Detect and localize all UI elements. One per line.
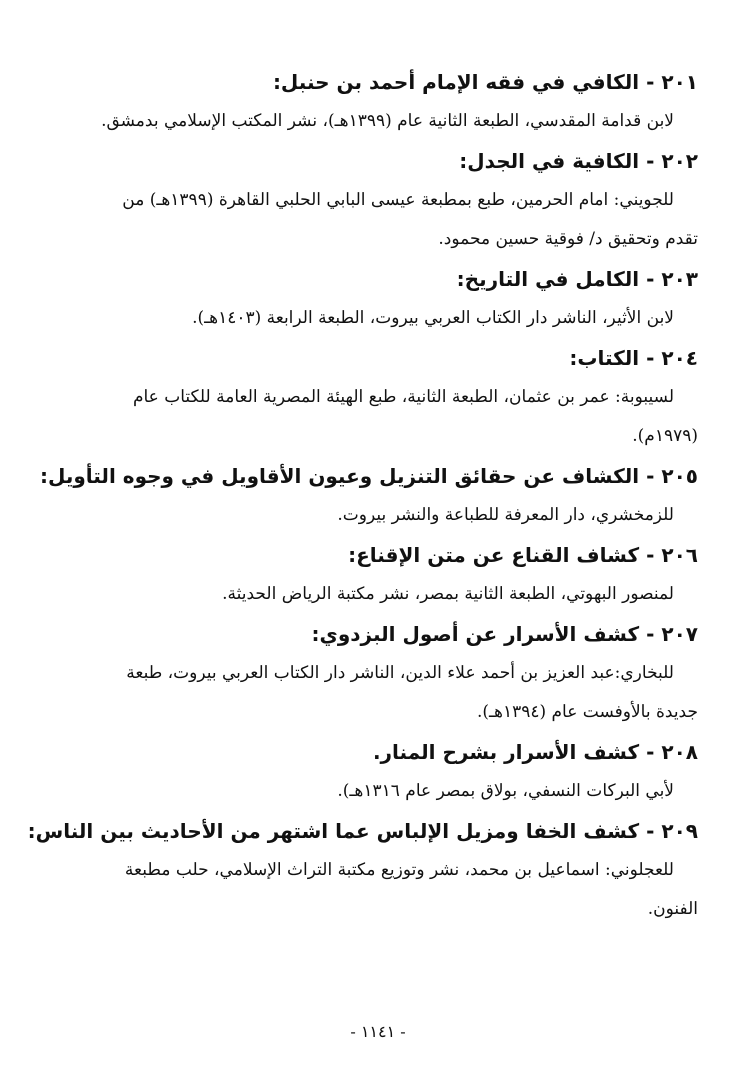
entry-title	[92, 614, 698, 654]
bibliography-entry-206	[92, 535, 698, 614]
entry-title-text: كشف الأسرار بشرح المنار.	[372, 740, 640, 764]
entry-number: ٢٠٤ -	[646, 346, 698, 370]
entry-number: ٢٠٥ -	[646, 464, 698, 488]
entry-title-text: الكافي في فقه الإمام أحمد بن حنبل:	[272, 70, 640, 94]
entry-title	[92, 338, 698, 378]
entry-number: ٢٠٨ -	[646, 740, 698, 764]
entry-title-text: الكشاف عن حقائق التنزيل وعيون الأقاويل في وجوه التأويل:	[39, 464, 640, 488]
entry-title-text: كشف الخفا ومزيل الإلباس عما اشتهر من الأحاديث بين الناس:	[27, 819, 640, 843]
entry-number: ٢٠٣ -	[646, 267, 698, 291]
bibliography-entry-207	[92, 614, 698, 732]
entry-title-text: الكتاب:	[569, 346, 640, 370]
entry-title-text: كشف الأسرار عن أصول البزدوي:	[311, 622, 640, 646]
entry-number: ٢٠٦ -	[646, 543, 698, 567]
entry-body: للزمخشري، دار المعرفة للطباعة والنشر بيروت.	[337, 505, 674, 525]
entry-body: لمنصور البهوتي، الطبعة الثانية بمصر، نشر مكتبة الرياض الحديثة.	[222, 584, 674, 604]
bibliography-entry-208	[92, 732, 698, 811]
entry-body: للبخاري:عبد العزيز بن أحمد علاء الدين، الناشر دار الكتاب العربي بيروت، طبعة جديدة بالأوفست عام (١٣٩٤هـ).	[126, 663, 698, 722]
entry-number: ٢٠٩ -	[646, 819, 698, 843]
entry-title	[92, 535, 698, 575]
entry-number: ٢٠٧ -	[646, 622, 698, 646]
entry-number: ٢٠١ -	[646, 70, 698, 94]
entry-body: لأبي البركات النسفي، بولاق بمصر عام ١٣١٦هـ).	[337, 781, 674, 801]
entry-body: للجويني: امام الحرمين، طبع بمطبعة عيسى البابي الحلبي القاهرة (١٣٩٩هـ) من تقدم وتحقيق د/ فوقية حسين محمود.	[122, 190, 698, 249]
bibliography-list	[27, 62, 698, 929]
page-number: - ١١٤١ -	[350, 1022, 406, 1041]
entry-body: لابن قدامة المقدسي، الطبعة الثانية عام (١٣٩٩هـ)، نشر المكتب الإسلامي بدمشق.	[101, 111, 674, 131]
entry-title	[92, 62, 698, 102]
entry-number: ٢٠٢ -	[646, 149, 698, 173]
entry-body: للعجلوني: اسماعيل بن محمد، نشر وتوزيع مكتبة التراث الإسلامي، حلب مطبعة الفنون.	[124, 860, 698, 919]
entry-title	[92, 259, 698, 299]
entry-title	[39, 456, 698, 496]
bibliography-entry-204	[92, 338, 698, 456]
entry-body: لابن الأثير، الناشر دار الكتاب العربي بيروت، الطبعة الرابعة (١٤٠٣هـ).	[192, 308, 674, 328]
entry-title-text: كشاف القناع عن متن الإقناع:	[348, 543, 640, 567]
bibliography-entry-201	[92, 62, 698, 141]
entry-title	[27, 811, 698, 851]
bibliography-entry-205	[39, 456, 698, 535]
entry-title	[92, 732, 698, 772]
entry-body: لسيبوبة: عمر بن عثمان، الطبعة الثانية، طبع الهيئة المصرية العامة للكتاب عام (١٩٧٩م).	[132, 387, 698, 446]
entry-title-text: الكافية في الجدل:	[459, 149, 640, 173]
bibliography-entry-209	[27, 811, 698, 929]
bibliography-entry-203	[92, 259, 698, 338]
entry-title-text: الكامل في التاريخ:	[456, 267, 640, 291]
entry-title	[92, 141, 698, 181]
bibliography-entry-202	[92, 141, 698, 259]
